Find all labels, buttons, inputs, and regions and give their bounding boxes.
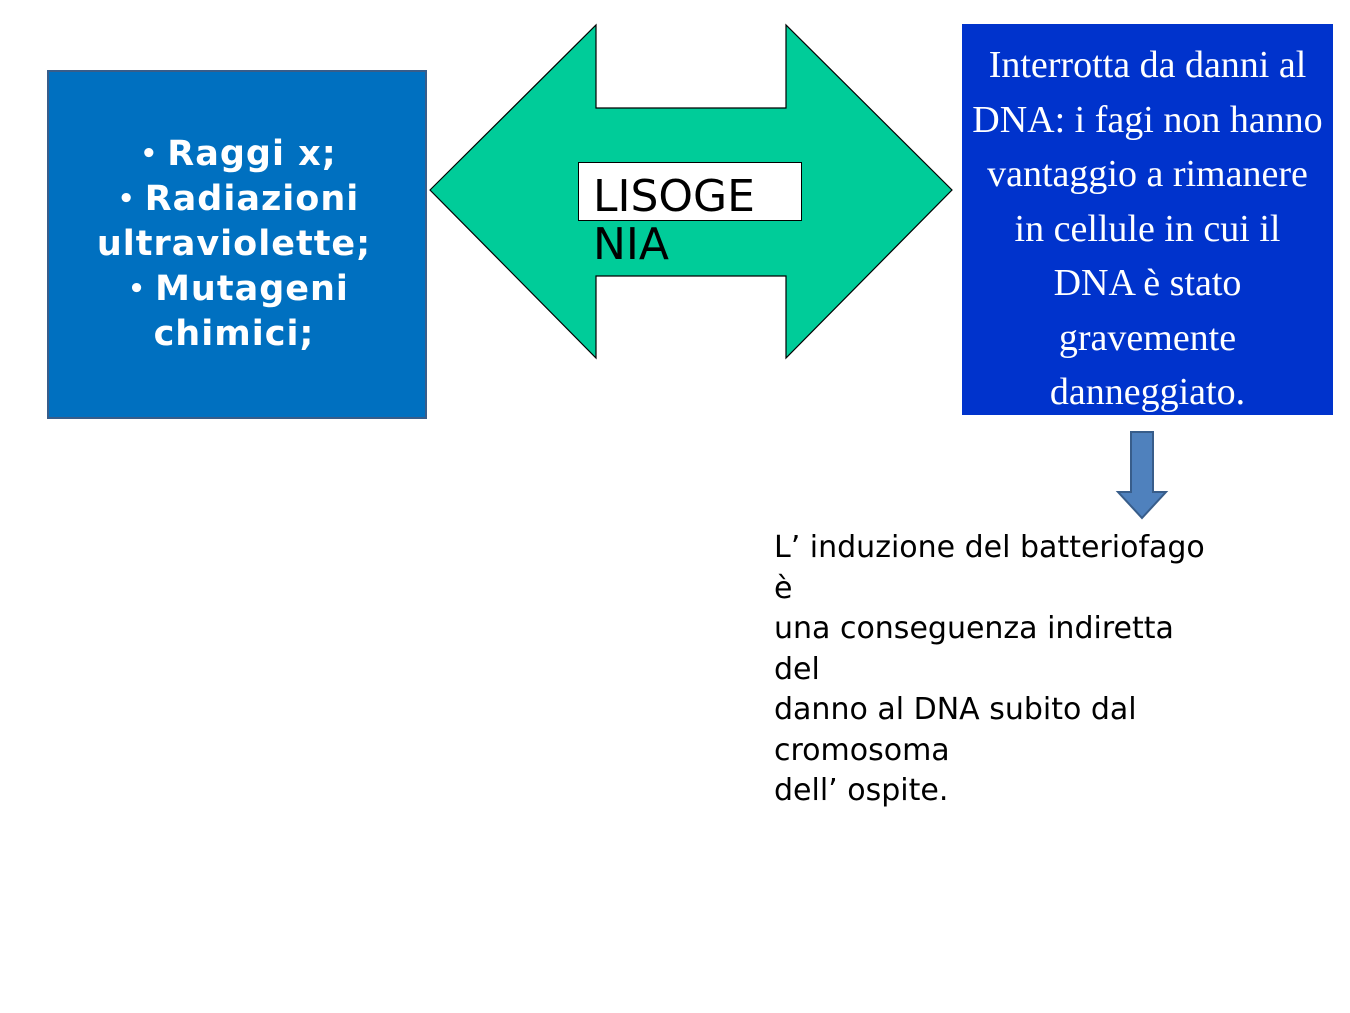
induction-caption <box>774 528 1274 812</box>
causes-box <box>47 70 427 419</box>
cause-text: Mutageni <box>155 269 349 309</box>
causes-list <box>97 132 377 357</box>
cause-text: Radiazioni <box>144 179 360 219</box>
caption-line: del <box>774 651 820 687</box>
down-arrow-icon <box>1118 432 1166 518</box>
caption-line: danno al DNA subito dal <box>774 692 1137 727</box>
cause-text: Raggi x; <box>167 134 337 174</box>
caption-line: una conseguenza indiretta <box>774 611 1174 646</box>
caption-line: cromosoma <box>774 732 950 768</box>
lisogenia-label: LISOGENIA <box>593 171 755 270</box>
cause-text: chimici; <box>153 314 315 354</box>
lisogenia-label-box <box>578 162 802 270</box>
cause-item <box>97 132 371 177</box>
caption-line: è <box>774 570 793 606</box>
cause-item <box>97 267 371 357</box>
caption-line: L’ induzione del batteriofago <box>774 530 1205 565</box>
cause-item <box>97 177 371 267</box>
cause-text: ultraviolette; <box>96 224 372 264</box>
effect-box <box>962 24 1333 415</box>
bullet-icon: • <box>140 139 159 169</box>
effect-text: Interrotta da danni al DNA: i fagi non hanno vantaggio a rimanere in cellule in cui il DNA è stato gravemente danneggiato. <box>972 44 1323 413</box>
bullet-icon: • <box>117 184 136 214</box>
bullet-icon: • <box>128 274 146 304</box>
caption-line: dell’ ospite. <box>774 773 949 808</box>
